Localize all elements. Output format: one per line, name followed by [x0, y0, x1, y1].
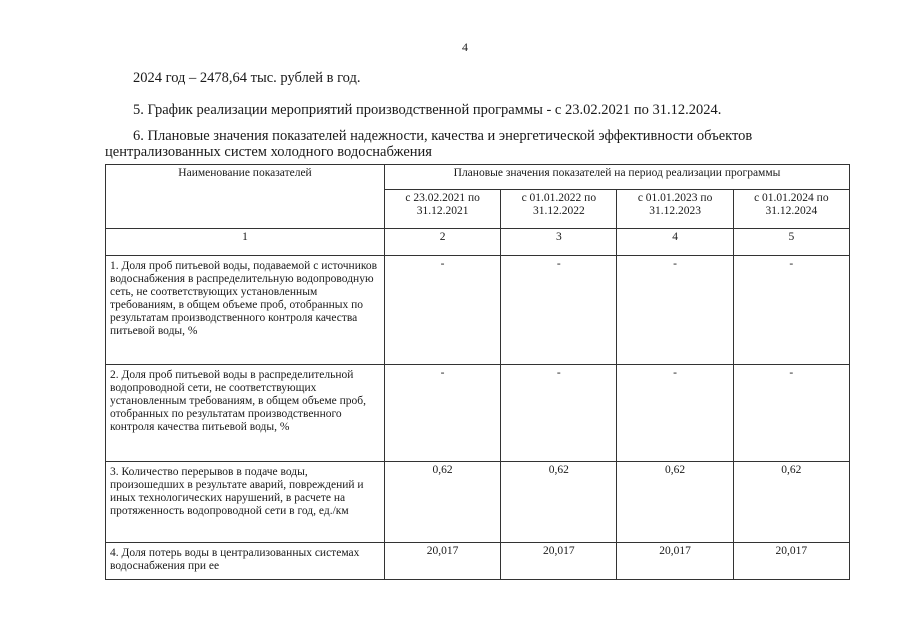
indicator-name: 1. Доля проб питьевой воды, подаваемой с источников водоснабжения в распределительную водопроводную сеть, не соответствующих установленным требованиям, в общем объеме проб, отобранных по результатам производственного контроля качества питьевой воды, %: [106, 256, 385, 365]
indicator-value: -: [617, 256, 733, 365]
header-period-2024: с 01.01.2024 по 31.12.2024: [733, 190, 849, 229]
indicator-name: 4. Доля потерь воды в централизованных системах водоснабжения при ее: [106, 543, 385, 580]
header-period-2023: с 01.01.2023 по 31.12.2023: [617, 190, 733, 229]
indicator-value: 20,017: [384, 543, 500, 580]
indicator-name: 2. Доля проб питьевой воды в распределительной водопроводной сети, не соответствующих установленным требованиям, в общем объеме проб, отобранных по результатам производственного контроля качества питьевой воды, %: [106, 365, 385, 462]
table-row: [106, 256, 850, 365]
indicator-value: -: [384, 365, 500, 462]
column-number: 1: [106, 229, 385, 256]
header-planned-values: Плановые значения показателей на период реализации программы: [384, 165, 849, 190]
paragraph-cost-2024: 2024 год – 2478,64 тыс. рублей в год.: [133, 70, 361, 86]
indicator-value: -: [733, 365, 849, 462]
column-number: 4: [617, 229, 733, 256]
indicator-value: -: [384, 256, 500, 365]
indicator-value: 20,017: [733, 543, 849, 580]
table-row: [106, 365, 850, 462]
table-row: [106, 462, 850, 543]
paragraph-planned-values-tail: централизованных систем холодного водоснабжения: [105, 144, 432, 160]
indicator-name: 3. Количество перерывов в подаче воды, произошедших в результате аварий, повреждений и иных технологических нарушений, в расчете на протяженность водопроводной сети в год, ед./км: [106, 462, 385, 543]
paragraph-planned-values-main: 6. Плановые значения показателей надежности, качества и энергетической эффективности объектов: [133, 128, 753, 144]
paragraph-schedule: 5. График реализации мероприятий производственной программы - с 23.02.2021 по 31.12.2024.: [133, 102, 722, 118]
header-period-2021: с 23.02.2021 по 31.12.2021: [384, 190, 500, 229]
indicator-value: 0,62: [501, 462, 617, 543]
indicators-table: [105, 164, 850, 580]
page-number: 4: [462, 40, 468, 54]
indicator-value: -: [501, 365, 617, 462]
indicator-value: -: [733, 256, 849, 365]
paragraph-planned-values: [105, 128, 835, 160]
indicator-value: -: [617, 365, 733, 462]
column-number: 2: [384, 229, 500, 256]
column-number: 5: [733, 229, 849, 256]
indicator-value: 20,017: [617, 543, 733, 580]
indicator-value: -: [501, 256, 617, 365]
header-period-2022: с 01.01.2022 по 31.12.2022: [501, 190, 617, 229]
indicator-value: 0,62: [384, 462, 500, 543]
table-row: [106, 543, 850, 580]
indicator-value: 0,62: [733, 462, 849, 543]
header-indicator-name: Наименование показателей: [106, 165, 385, 229]
indicator-value: 20,017: [501, 543, 617, 580]
indicator-value: 0,62: [617, 462, 733, 543]
column-number: 3: [501, 229, 617, 256]
